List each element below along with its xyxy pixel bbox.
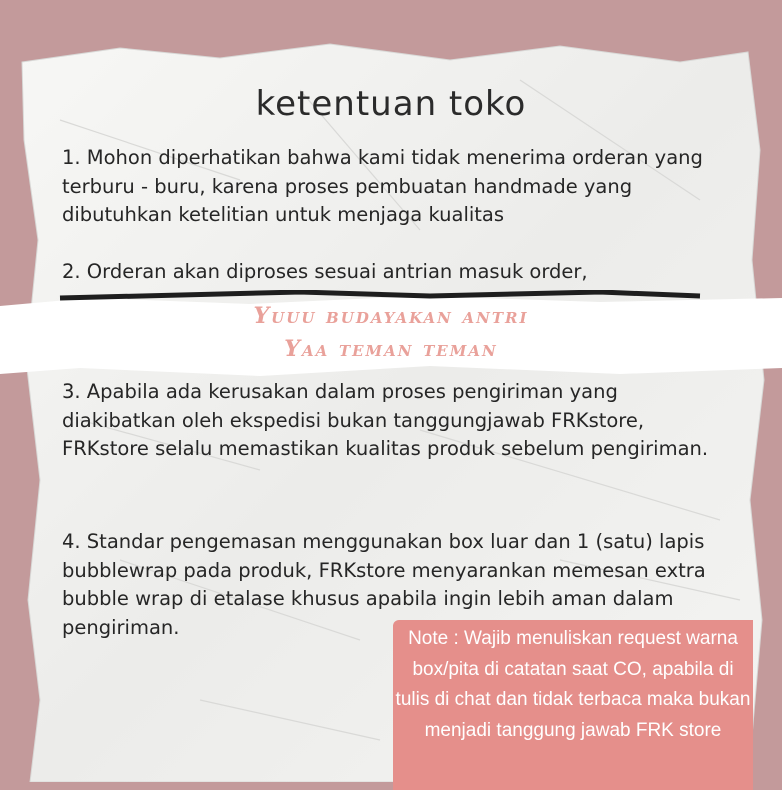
rule-1-text: 1. Mohon diperhatikan bahwa kami tidak menerima orderan yang terburu - buru, karena proses pembuatan handmade yang dibutuhkan ketelitian untuk menjaga kualitas <box>62 146 703 226</box>
page-title: ketentuan toko <box>255 84 527 124</box>
rule-3-text: 3. Apabila ada kerusakan dalam proses pengiriman yang diakibatkan oleh ekspedisi bukan tanggungjawab FRKstore, FRKstore selalu memastikan kualitas produk sebelum pengiriman. <box>62 380 709 460</box>
rule-4-text: 4. Standar pengemasan menggunakan box luar dan 1 (satu) lapis bubblewrap pada produk, FRKstore menyarankan memesan extra bubble wrap di etalase khusus apabila ingin lebih aman dalam pengiriman. <box>62 530 706 639</box>
note-box: Note : Wajib menuliskan request warna box/pita di catatan saat CO, apabila di tulis di chat dan tidak terbaca maka bukan menjadi tanggung jawab FRK store <box>393 620 753 790</box>
slogan-line-2: Yaa teman teman <box>284 336 498 362</box>
rule-2-text: 2. Orderan akan diproses sesuai antrian masuk order, <box>62 260 588 283</box>
slogan-line-1: Yuuu budayakan antri <box>253 303 529 329</box>
